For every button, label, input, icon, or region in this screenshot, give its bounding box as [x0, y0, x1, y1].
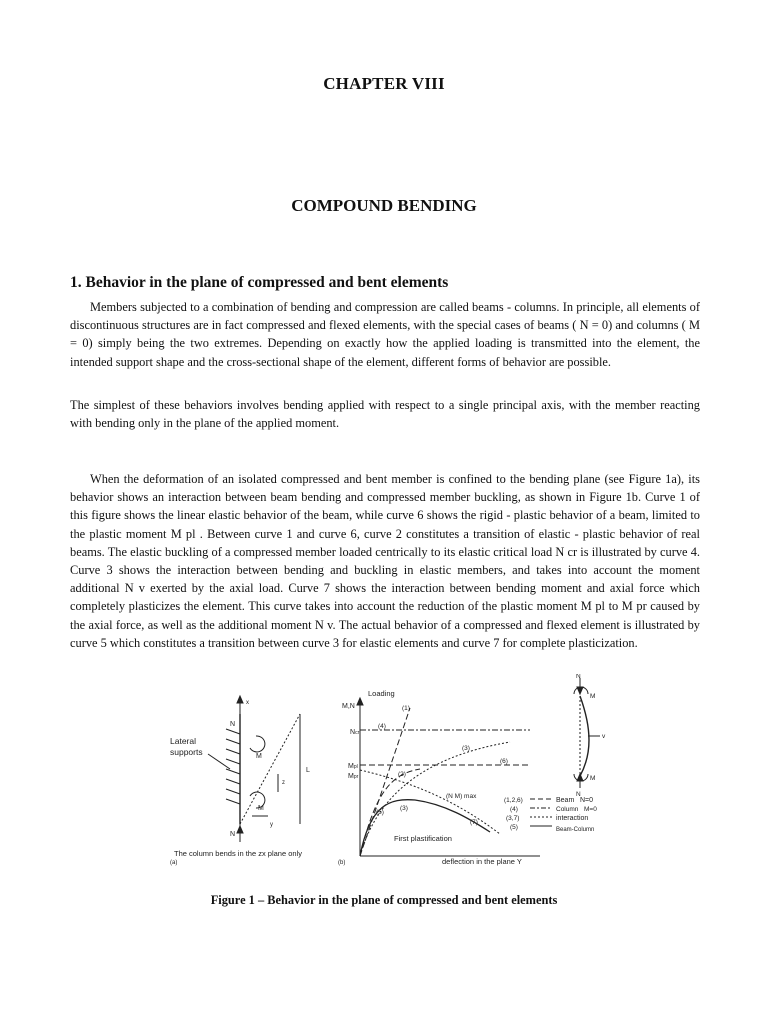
figure-caption: Figure 1 – Behavior in the plane of compressed and bent elements — [210, 893, 558, 907]
n-bottom-label: N — [230, 831, 236, 838]
legend-2-code: (4) — [510, 806, 518, 813]
supports-label: supports — [170, 747, 203, 757]
curve-3-label: (3) — [462, 745, 470, 752]
legend-2-cond: M=0 — [584, 806, 597, 813]
legend-3-name: interaction — [556, 815, 589, 822]
nm-max-label: (N M) max — [446, 793, 477, 800]
curve-6-label: (6) — [500, 758, 508, 765]
m-bottom-label: M — [258, 805, 264, 812]
z-axis-label: z — [282, 780, 285, 786]
curve-2-label: (2) — [398, 771, 406, 778]
first-plastification-label: First plastification — [394, 834, 452, 843]
legend-4-code: (5) — [510, 824, 518, 831]
paragraph-3: When the deformation of an isolated compressed and bent member is confined to the bending plane (see Figure 1a), its behavior shows an interaction between beam bending and compressed member buckling, as shown in Figure 1b. Curve 1 of this figure shows the linear elastic behavior of the beam, while curve 6 shows the rigid - plastic behavior of a beam, limited to the plastic moment M pl . Between curve 1 and curve 6, curve 2 constitutes a transition of elastic - plastic behavior of real beams. The elastic buckling of a compressed member loaded centrically to its elastic critical load N cr is illustrated by curve 4. Curve 3 shows the interaction between bending and buckling in elastic members, and takes into account the moment additional N v exerted by the axial load. Curve 7 shows the interaction between bending moment and axial force which completely plasticizes the element. This curve takes into account the reduction of the plastic moment M pl to M pr caused by the axial force, as well as the additional moment N v. The actual behavior of a compressed and flexed element is illustrated by curve 5 which constitutes a transition between curve 3 for elastic elements and curve 7 for complete plasticization. — [70, 472, 700, 650]
loading-label: Loading — [368, 689, 395, 698]
curve-3b-label: (3) — [400, 805, 408, 812]
section-heading: 1. Behavior in the plane of compressed and bent elements — [70, 274, 449, 291]
deflected-column — [574, 678, 600, 788]
mpr-label: Mpr — [348, 773, 359, 780]
legend-1-cond: N=0 — [580, 797, 594, 804]
paragraph-1: Members subjected to a combination of bending and compression are called beams - columns. In principle, all elements of discontinuous structures are in fact compressed and flexed elements, with the special cases of beams ( N = 0) and columns ( M = 0) simply being the two extremes. Depending on exactly how the applied loading is transmitted into the element, the intended support shape and the cross-sectional shape of the element, different forms of behavior are possible. — [70, 300, 700, 369]
curve-1-label: (1) — [402, 705, 410, 712]
figure-legend — [530, 799, 552, 826]
column-bends-label: The column bends in the zx plane only — [174, 849, 302, 858]
legend-1-code: (1,2,6) — [504, 797, 523, 804]
lateral-label: Lateral — [170, 736, 196, 746]
length-label: L — [306, 767, 310, 774]
mn-axis-label: M,N — [342, 703, 355, 710]
curve-5-label: (5) — [376, 809, 384, 816]
deflection-label: deflection in the plane Y — [442, 857, 522, 866]
panel-b — [357, 698, 540, 856]
side-n-top-label: N — [576, 674, 581, 680]
figure-1 — [160, 674, 620, 870]
mpl-label: Mpl — [348, 763, 358, 770]
ncr-label: Ncr — [350, 729, 360, 736]
side-v-label: v — [602, 733, 606, 740]
chapter-title: CHAPTER VIII — [323, 74, 445, 93]
curve-7-label: (7) — [470, 819, 478, 826]
legend-4-name: Beam-Column — [556, 827, 595, 833]
panel-a-label: (a) — [170, 860, 178, 866]
curve-4-label: (4) — [378, 723, 386, 730]
side-m-bottom-label: M — [590, 775, 596, 782]
legend-3-code: (3,7) — [506, 815, 520, 822]
panel-b-label: (b) — [338, 860, 346, 866]
chapter-subtitle: COMPOUND BENDING — [291, 196, 477, 215]
legend-2-name: Column — [556, 806, 579, 813]
legend-1-name: Beam — [556, 797, 575, 804]
x-axis-label: x — [246, 700, 249, 706]
paragraph-2: The simplest of these behaviors involves bending applied with respect to a single principal axis, with the member reacting with bending only in the plane of the applied moment. — [70, 398, 700, 431]
figure-1-drawing — [160, 674, 620, 870]
y-axis-label: y — [270, 822, 273, 828]
m-top-label: M — [256, 753, 262, 760]
side-n-bottom-label: N — [576, 791, 581, 798]
n-top-label: N — [230, 721, 236, 728]
panel-a — [208, 696, 300, 842]
side-m-top-label: M — [590, 693, 596, 700]
